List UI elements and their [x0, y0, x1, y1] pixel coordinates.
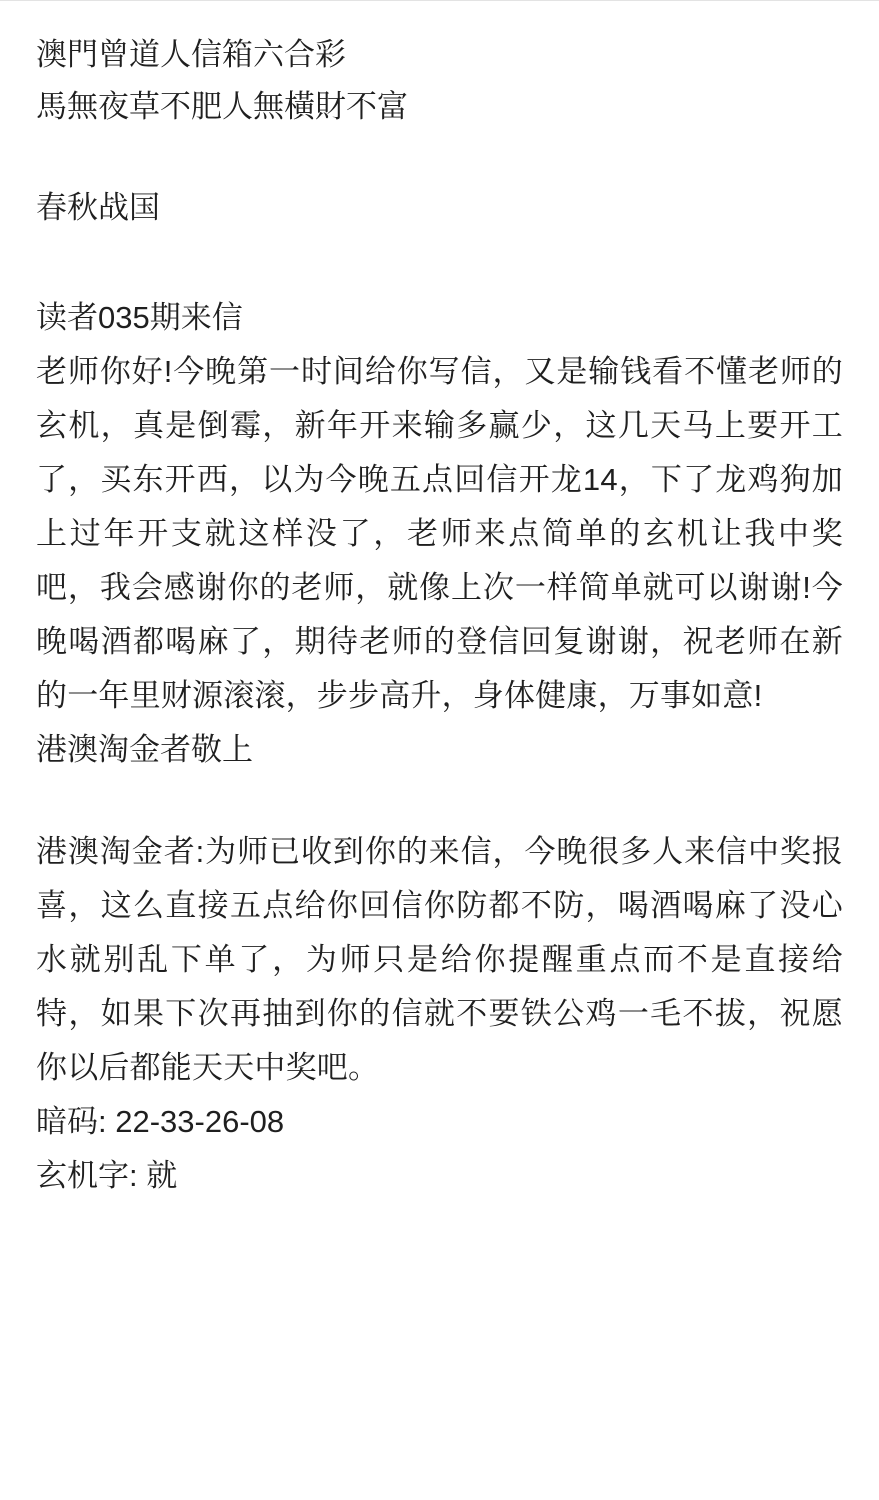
- mystic-word-row: [36, 1149, 843, 1203]
- document-title-line-1: 澳門曾道人信箱六合彩: [36, 37, 346, 72]
- secret-code-label: 暗码:: [36, 1104, 107, 1139]
- spacer-before-reply: [36, 777, 843, 825]
- document-content: [0, 1, 879, 1203]
- secret-code-value: 22-33-26-08: [115, 1104, 285, 1139]
- topic-label: 春秋战国: [36, 190, 160, 225]
- mystic-word-label: 玄机字:: [36, 1158, 138, 1193]
- spacer-after-topic: [36, 235, 843, 291]
- spacer-after-title: [36, 133, 843, 181]
- mystic-word-value: 就: [146, 1158, 178, 1193]
- letter-signature: 港澳淘金者敬上: [36, 732, 253, 767]
- secret-code-row: [36, 1095, 843, 1149]
- letter-heading: 读者035期来信: [36, 300, 243, 335]
- reply-body: 港澳淘金者:为师已收到你的来信，今晚很多人来信中奖报喜，这么直接五点给你回信你防都不防，喝酒喝麻了没心水就别乱下单了，为师只是给你提醒重点而不是直接给特，如果下次再抽到你的信就不要铁公鸡一毛不拔，祝愿你以后都能天天中奖吧。: [36, 834, 843, 1085]
- letter-body: 老师你好!今晚第一时间给你写信，又是输钱看不懂老师的玄机，真是倒霉，新年开来输多赢少，这几天马上要开工了，买东开西，以为今晚五点回信开龙14，下了龙鸡狗加上过年开支就这样没了，老师来点简单的玄机让我中奖吧，我会感谢你的老师，就像上次一样简单就可以谢谢!今晚喝酒都喝麻了，期待老师的登信回复谢谢，祝老师在新的一年里财源滚滚，步步高升，身体健康，万事如意!: [36, 354, 843, 713]
- document-title-line-2: 馬無夜草不肥人無橫財不富: [36, 89, 408, 124]
